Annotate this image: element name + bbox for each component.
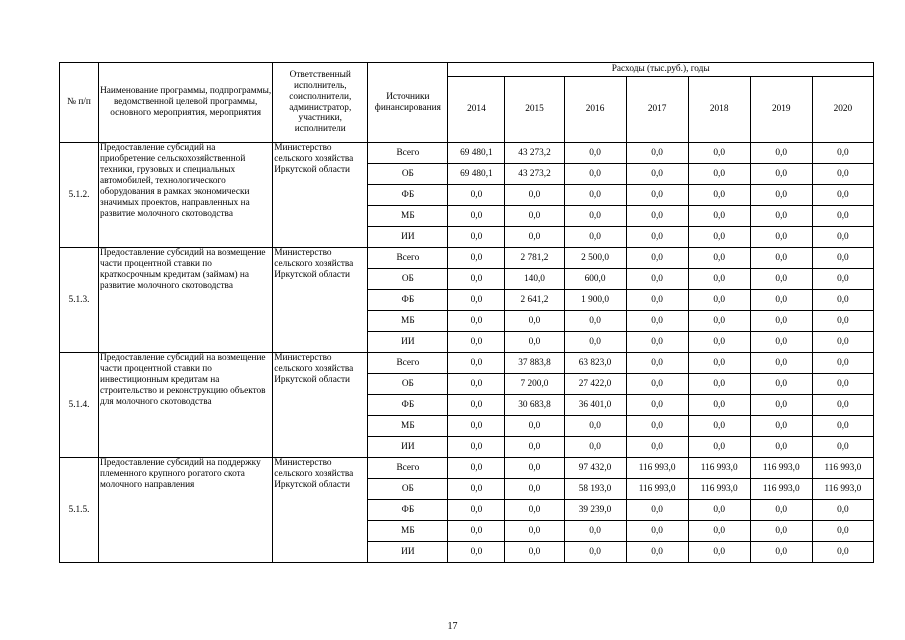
expense-value: 0,0 xyxy=(448,479,505,500)
expense-value: 0,0 xyxy=(688,164,750,185)
expense-value: 0,0 xyxy=(448,437,505,458)
expense-value: 0,0 xyxy=(688,206,750,227)
funding-source: Всего xyxy=(368,458,448,479)
expense-value: 0,0 xyxy=(688,290,750,311)
expense-value: 0,0 xyxy=(812,395,873,416)
funding-source: Всего xyxy=(368,143,448,164)
funding-source: Всего xyxy=(368,353,448,374)
expense-value: 0,0 xyxy=(564,143,626,164)
funding-source: ИИ xyxy=(368,542,448,563)
expense-value: 0,0 xyxy=(626,416,688,437)
expense-value: 0,0 xyxy=(448,332,505,353)
header-year: 2017 xyxy=(626,77,688,143)
expense-value: 116 993,0 xyxy=(812,479,873,500)
expense-value: 0,0 xyxy=(448,248,505,269)
funding-source: ФБ xyxy=(368,290,448,311)
expense-value: 0,0 xyxy=(448,206,505,227)
expense-value: 0,0 xyxy=(688,353,750,374)
page-number: 17 xyxy=(447,621,458,632)
item-responsible: Министерство сельского хозяйства Иркутской области xyxy=(273,143,368,248)
expense-value: 0,0 xyxy=(812,500,873,521)
expense-value: 0,0 xyxy=(505,206,564,227)
expense-value: 0,0 xyxy=(688,269,750,290)
expense-value: 0,0 xyxy=(448,374,505,395)
expense-value: 116 993,0 xyxy=(750,479,812,500)
expense-value: 0,0 xyxy=(688,143,750,164)
header-year: 2015 xyxy=(505,77,564,143)
table-row xyxy=(60,458,874,479)
expense-value: 0,0 xyxy=(812,437,873,458)
expense-value: 116 993,0 xyxy=(812,458,873,479)
expense-value: 0,0 xyxy=(448,311,505,332)
funding-source: МБ xyxy=(368,416,448,437)
expense-value: 0,0 xyxy=(505,458,564,479)
expense-value: 0,0 xyxy=(750,269,812,290)
expense-value: 0,0 xyxy=(448,269,505,290)
funding-source: ОБ xyxy=(368,269,448,290)
expense-value: 43 273,2 xyxy=(505,164,564,185)
expense-value: 0,0 xyxy=(626,332,688,353)
expense-value: 0,0 xyxy=(688,227,750,248)
expense-value: 0,0 xyxy=(688,521,750,542)
expense-value: 0,0 xyxy=(750,395,812,416)
expense-value: 0,0 xyxy=(812,164,873,185)
item-number: 5.1.4. xyxy=(60,353,99,458)
expense-value: 0,0 xyxy=(750,206,812,227)
expense-value: 0,0 xyxy=(626,353,688,374)
item-number: 5.1.5. xyxy=(60,458,99,563)
header-year: 2016 xyxy=(564,77,626,143)
expense-value: 0,0 xyxy=(505,332,564,353)
expense-value: 0,0 xyxy=(812,227,873,248)
expense-value: 0,0 xyxy=(688,332,750,353)
expense-value: 0,0 xyxy=(626,521,688,542)
expense-value: 0,0 xyxy=(505,500,564,521)
item-name: Предоставление субсидий на возмещение части процентной ставки по краткосрочным кредитам (займам) на развитие молочного скотоводства xyxy=(99,248,273,353)
expense-value: 0,0 xyxy=(505,311,564,332)
table-row xyxy=(60,248,874,269)
expense-value: 7 200,0 xyxy=(505,374,564,395)
expense-value: 0,0 xyxy=(626,227,688,248)
expense-value: 0,0 xyxy=(626,269,688,290)
funding-source: ФБ xyxy=(368,185,448,206)
expense-value: 0,0 xyxy=(448,353,505,374)
header-expenses: Расходы (тыс.руб.), годы xyxy=(448,63,874,77)
expense-value: 140,0 xyxy=(505,269,564,290)
expense-value: 0,0 xyxy=(750,542,812,563)
expense-value: 0,0 xyxy=(750,143,812,164)
expense-value: 0,0 xyxy=(505,437,564,458)
item-name: Предоставление субсидий на приобретение сельскохозяйственной техники, грузовых и специальных автомобилей, технологического оборудования в рамках экономически значимых проектов, направленных на развитие молочного скотоводства xyxy=(99,143,273,248)
expense-value: 0,0 xyxy=(688,542,750,563)
expense-value: 0,0 xyxy=(688,311,750,332)
expense-value: 0,0 xyxy=(564,542,626,563)
item-number: 5.1.3. xyxy=(60,248,99,353)
expense-value: 0,0 xyxy=(564,437,626,458)
expense-value: 0,0 xyxy=(448,542,505,563)
expense-value: 0,0 xyxy=(688,248,750,269)
expense-value: 0,0 xyxy=(750,437,812,458)
expense-value: 1 900,0 xyxy=(564,290,626,311)
expense-value: 0,0 xyxy=(505,542,564,563)
item-responsible: Министерство сельского хозяйства Иркутской области xyxy=(273,353,368,458)
expense-value: 0,0 xyxy=(750,164,812,185)
expense-value: 0,0 xyxy=(626,185,688,206)
expense-value: 0,0 xyxy=(750,416,812,437)
expense-value: 0,0 xyxy=(812,353,873,374)
expense-value: 0,0 xyxy=(626,164,688,185)
expense-value: 69 480,1 xyxy=(448,143,505,164)
expense-value: 0,0 xyxy=(626,395,688,416)
expense-value: 0,0 xyxy=(750,248,812,269)
expense-value: 0,0 xyxy=(448,521,505,542)
item-number: 5.1.2. xyxy=(60,143,99,248)
header-name: Наименование программы, подпрограммы, ведомственной целевой программы, основного мероприятия, мероприятия xyxy=(99,63,273,143)
expense-value: 0,0 xyxy=(564,311,626,332)
expense-value: 0,0 xyxy=(688,500,750,521)
expense-value: 0,0 xyxy=(448,290,505,311)
expense-value: 0,0 xyxy=(564,332,626,353)
expense-value: 36 401,0 xyxy=(564,395,626,416)
expense-value: 0,0 xyxy=(448,227,505,248)
expense-value: 0,0 xyxy=(750,500,812,521)
expense-value: 0,0 xyxy=(626,206,688,227)
expense-value: 30 683,8 xyxy=(505,395,564,416)
expense-value: 0,0 xyxy=(564,185,626,206)
expense-value: 0,0 xyxy=(688,374,750,395)
funding-source: Всего xyxy=(368,248,448,269)
expense-value: 0,0 xyxy=(812,416,873,437)
expense-value: 0,0 xyxy=(812,185,873,206)
expense-value: 27 422,0 xyxy=(564,374,626,395)
expense-value: 0,0 xyxy=(448,185,505,206)
expense-value: 0,0 xyxy=(626,542,688,563)
expense-value: 0,0 xyxy=(750,332,812,353)
expense-value: 0,0 xyxy=(564,206,626,227)
expense-value: 0,0 xyxy=(750,227,812,248)
expense-value: 0,0 xyxy=(626,143,688,164)
expense-value: 43 273,2 xyxy=(505,143,564,164)
expense-value: 0,0 xyxy=(505,521,564,542)
funding-source: МБ xyxy=(368,521,448,542)
expense-value: 0,0 xyxy=(505,416,564,437)
expense-value: 97 432,0 xyxy=(564,458,626,479)
expense-value: 0,0 xyxy=(626,437,688,458)
expense-value: 0,0 xyxy=(750,185,812,206)
expense-value: 0,0 xyxy=(812,542,873,563)
expense-value: 116 993,0 xyxy=(688,479,750,500)
item-name: Предоставление субсидий на поддержку племенного крупного рогатого скота молочного направления xyxy=(99,458,273,563)
table-row xyxy=(60,353,874,374)
expense-value: 2 641,2 xyxy=(505,290,564,311)
header-num: № п/п xyxy=(60,63,99,143)
expense-value: 116 993,0 xyxy=(688,458,750,479)
item-responsible: Министерство сельского хозяйства Иркутской области xyxy=(273,248,368,353)
funding-source: МБ xyxy=(368,311,448,332)
expense-value: 116 993,0 xyxy=(626,479,688,500)
expense-value: 69 480,1 xyxy=(448,164,505,185)
funding-source: ИИ xyxy=(368,437,448,458)
expense-value: 0,0 xyxy=(564,521,626,542)
header-year: 2019 xyxy=(750,77,812,143)
expense-value: 0,0 xyxy=(812,143,873,164)
expense-value: 0,0 xyxy=(564,227,626,248)
expense-value: 600,0 xyxy=(564,269,626,290)
expense-value: 0,0 xyxy=(688,185,750,206)
expense-value: 0,0 xyxy=(688,395,750,416)
expense-value: 0,0 xyxy=(688,437,750,458)
funding-source: ИИ xyxy=(368,227,448,248)
funding-source: ИИ xyxy=(368,332,448,353)
expense-value: 0,0 xyxy=(812,332,873,353)
expense-value: 0,0 xyxy=(750,374,812,395)
expense-value: 0,0 xyxy=(626,500,688,521)
expense-value: 0,0 xyxy=(812,269,873,290)
expense-value: 0,0 xyxy=(626,248,688,269)
header-source: Источники финансирования xyxy=(368,63,448,143)
budget-table xyxy=(59,62,874,563)
funding-source: ОБ xyxy=(368,374,448,395)
funding-source: ФБ xyxy=(368,395,448,416)
expense-value: 37 883,8 xyxy=(505,353,564,374)
expense-value: 0,0 xyxy=(750,311,812,332)
expense-value: 0,0 xyxy=(448,416,505,437)
expense-value: 0,0 xyxy=(750,353,812,374)
item-name: Предоставление субсидий на возмещение части процентной ставки по инвестиционным кредитам на строительство и реконструкцию объектов для молочного скотоводства xyxy=(99,353,273,458)
expense-value: 0,0 xyxy=(448,458,505,479)
table-row xyxy=(60,143,874,164)
expense-value: 0,0 xyxy=(626,374,688,395)
expense-value: 116 993,0 xyxy=(750,458,812,479)
expense-value: 0,0 xyxy=(505,185,564,206)
expense-value: 0,0 xyxy=(626,311,688,332)
expense-value: 0,0 xyxy=(448,500,505,521)
expense-value: 0,0 xyxy=(812,248,873,269)
expense-value: 0,0 xyxy=(626,290,688,311)
expense-value: 0,0 xyxy=(750,521,812,542)
expense-value: 0,0 xyxy=(564,164,626,185)
funding-source: ФБ xyxy=(368,500,448,521)
expense-value: 58 193,0 xyxy=(564,479,626,500)
header-year: 2014 xyxy=(448,77,505,143)
expense-value: 0,0 xyxy=(812,374,873,395)
header-year: 2020 xyxy=(812,77,873,143)
funding-source: ОБ xyxy=(368,164,448,185)
expense-value: 0,0 xyxy=(448,395,505,416)
expense-value: 0,0 xyxy=(505,227,564,248)
funding-source: ОБ xyxy=(368,479,448,500)
header-responsible: Ответственный исполнитель, соисполнители, администратор, участники, исполнители xyxy=(273,63,368,143)
funding-source: МБ xyxy=(368,206,448,227)
expense-value: 63 823,0 xyxy=(564,353,626,374)
expense-value: 0,0 xyxy=(812,206,873,227)
expense-value: 0,0 xyxy=(812,290,873,311)
header-year: 2018 xyxy=(688,77,750,143)
expense-value: 2 781,2 xyxy=(505,248,564,269)
expense-value: 0,0 xyxy=(688,416,750,437)
expense-value: 0,0 xyxy=(505,479,564,500)
expense-value: 116 993,0 xyxy=(626,458,688,479)
expense-value: 0,0 xyxy=(812,521,873,542)
item-responsible: Министерство сельского хозяйства Иркутской области xyxy=(273,458,368,563)
expense-value: 0,0 xyxy=(564,416,626,437)
expense-value: 0,0 xyxy=(750,290,812,311)
expense-value: 0,0 xyxy=(812,311,873,332)
expense-value: 2 500,0 xyxy=(564,248,626,269)
expense-value: 39 239,0 xyxy=(564,500,626,521)
